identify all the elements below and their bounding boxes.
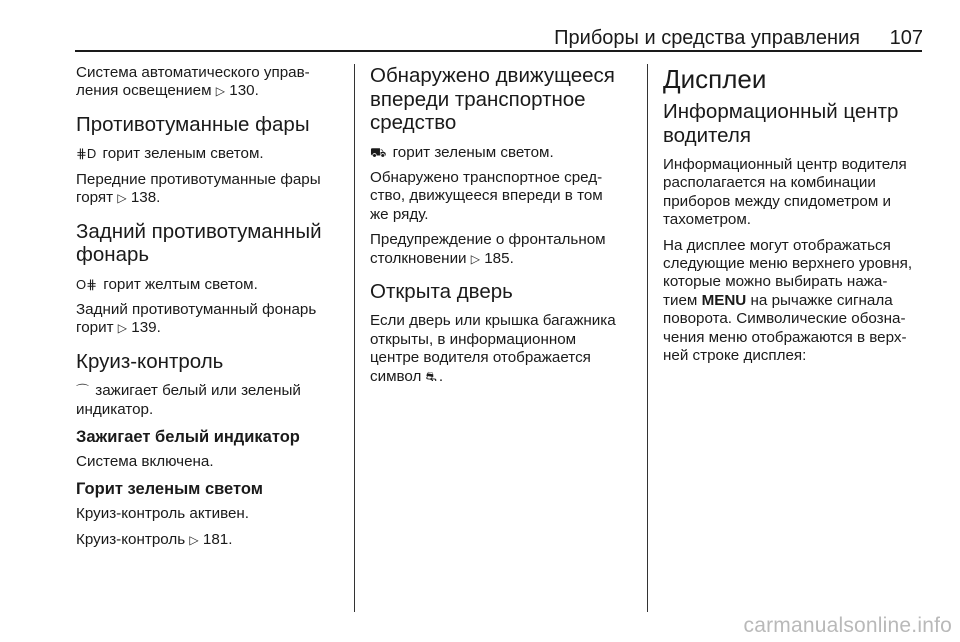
page-ref-icon: ▷ (215, 84, 226, 99)
column-divider (647, 64, 648, 612)
text: приборов между спидометром и (663, 192, 892, 210)
column-1 (76, 64, 344, 556)
page-number: 107 (889, 27, 923, 49)
text: Обнаружено транспортное сред- (370, 168, 603, 186)
text: горит желтым светом. (103, 275, 258, 293)
text: ство, движущееся впереди в том (370, 187, 603, 205)
text: на рычажке сигнала (750, 291, 893, 309)
section-heading: Противотуманные фары (76, 112, 310, 136)
section-heading (663, 100, 933, 147)
text: тахометром. (663, 211, 751, 229)
text: Круиз-контроль (76, 530, 186, 548)
text: горит зеленым светом. (102, 145, 264, 163)
text: которые можно выбирать нажа- (663, 273, 888, 291)
paragraph (76, 531, 344, 549)
text: Обнаружено движущееся (370, 64, 615, 87)
text: Предупреждение о фронтальном (370, 231, 606, 249)
page-ref: 181. (202, 530, 233, 548)
text: Информационный центр водителя (663, 156, 907, 173)
text: столкновении (370, 249, 467, 267)
text: следующие меню верхнего уровня, (663, 255, 913, 273)
chapter-heading: Дисплеи (663, 64, 767, 94)
subsection-heading: Зажигает белый индикатор (76, 428, 300, 447)
paragraph (76, 382, 344, 419)
paragraph (76, 171, 344, 208)
page-ref-icon: ▷ (189, 532, 199, 547)
page-title: Приборы и средства управления (554, 27, 860, 49)
text: Задний противотуманный (76, 219, 322, 243)
section-heading: Круиз-контроль (76, 349, 224, 373)
page-ref-icon: ▷ (117, 321, 128, 336)
paragraph: Если дверь или крышка багажника открыты, в информационном центре водителя отображается символ ⛐ . (370, 312, 616, 385)
paragraph: Круиз-контроль активен. (76, 505, 250, 523)
text: чения меню отображаются в верх- (663, 328, 907, 346)
text: Задний противотуманный фонарь (76, 300, 317, 318)
column-2 (370, 64, 638, 393)
watermark: carmanualsonline.info (743, 614, 952, 637)
paragraph (370, 144, 638, 162)
text: ней строке дисплея: (663, 347, 807, 365)
column-3 (663, 64, 933, 372)
page-ref: 185. (484, 249, 514, 267)
paragraph (663, 237, 933, 366)
paragraph (76, 301, 344, 338)
text: горит (76, 319, 114, 337)
cruise-control-icon: ⌒ (76, 383, 90, 399)
text: впереди транспортное (370, 87, 586, 111)
text: ления освещением (76, 82, 212, 100)
paragraph (663, 156, 933, 230)
subsection-heading: Горит зеленым светом (76, 480, 263, 499)
text: На дисплее могут отображаться (663, 236, 891, 254)
page-ref: 138. (130, 189, 161, 207)
text: Передние противотуманные фары (76, 170, 321, 188)
paragraph (370, 169, 638, 224)
text: символ (370, 367, 422, 385)
header-rule (75, 50, 922, 52)
paragraph (76, 145, 344, 163)
text: Информационный центр (663, 100, 899, 123)
menu-button-label: MENU (701, 291, 747, 309)
text: Если дверь или крышка багажника (370, 312, 616, 330)
text: горят (76, 189, 114, 207)
page-ref-icon: ▷ (470, 251, 480, 266)
text: горит зеленым светом. (392, 143, 554, 161)
text: зажигает белый или зеленый (95, 382, 301, 400)
text: тием (663, 291, 698, 309)
paragraph (76, 276, 344, 294)
front-fog-light-icon: ⋕D (76, 146, 97, 162)
page-ref: 130. (229, 82, 259, 100)
text: открыты, в информационном (370, 330, 577, 348)
text: индикатор. (76, 400, 154, 418)
text: водителя (663, 123, 751, 147)
page-ref-icon: ▷ (117, 191, 127, 206)
page-ref: 139. (131, 319, 161, 337)
text: располагается на комбинации (663, 174, 876, 192)
text: же ряду. (370, 205, 429, 223)
paragraph (370, 231, 638, 268)
column-divider (354, 64, 355, 612)
text: Система автоматического управ- (76, 64, 310, 81)
section-heading: Открыта дверь (370, 279, 513, 303)
rear-fog-light-icon: O⋕ (76, 276, 98, 292)
paragraph (76, 64, 344, 101)
paragraph: Система включена. (76, 453, 214, 471)
vehicle-ahead-icon: ⛟ (370, 144, 387, 160)
text: поворота. Символические обозна- (663, 310, 906, 328)
text: средство (370, 111, 457, 134)
section-heading (370, 64, 638, 135)
door-open-icon: ⛐ (425, 368, 437, 384)
text: центре водителя отображается (370, 349, 591, 367)
text: фонарь (76, 243, 150, 267)
section-heading (76, 220, 344, 267)
